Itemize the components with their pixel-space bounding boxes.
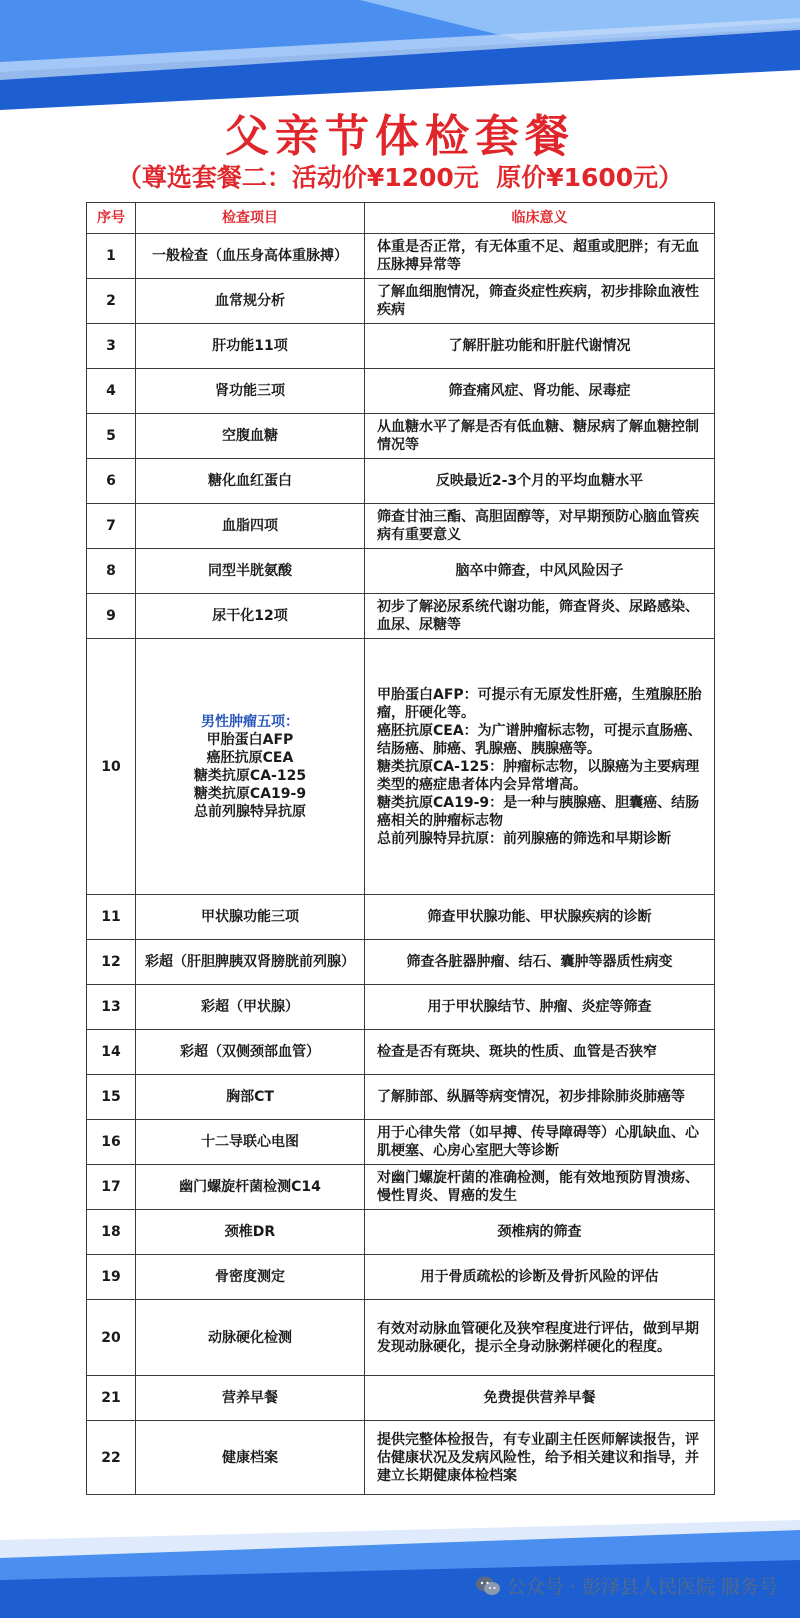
header-number: 序号 [87, 203, 136, 234]
row-meaning: 初步了解泌尿系统代谢功能，筛查肾炎、尿路感染、血尿、尿糖等 [365, 594, 715, 639]
row-number: 15 [87, 1075, 136, 1120]
row-meaning: 从血糖水平了解是否有低血糖、糖尿病了解血糖控制情况等 [365, 414, 715, 459]
row-meaning: 体重是否正常，有无体重不足、超重或肥胖；有无血压脉搏异常等 [365, 234, 715, 279]
table-row [87, 1120, 715, 1165]
row-meaning: 筛查痛风症、肾功能、尿毒症 [365, 369, 715, 414]
header-item: 检查项目 [136, 203, 365, 234]
row-meaning: 提供完整体检报告，有专业副主任医师解读报告，评估健康状况及发病风险性，给予相关建议和指导，并建立长期健康体检档案 [365, 1421, 715, 1495]
row-item: 血常规分析 [136, 279, 365, 324]
table-row [87, 549, 715, 594]
tumor-meaning-line: 总前列腺特异抗原：前列腺癌的筛选和早期诊断 [377, 830, 671, 847]
table-row [87, 234, 715, 279]
tumor-marker: 癌胚抗原CEA [206, 749, 294, 766]
footer-text: 公众号 · 彭泽县人民医院 服务号 [506, 1576, 778, 1598]
table-row [87, 1376, 715, 1421]
row-meaning: 反映最近2-3个月的平均血糖水平 [365, 459, 715, 504]
row-meaning: 用于心律失常（如早搏、传导障碍等）心肌缺血、心肌梗塞、心房心室肥大等诊断 [365, 1120, 715, 1165]
table-row [87, 504, 715, 549]
row-item [136, 639, 365, 895]
exam-table [86, 202, 715, 1495]
row-meaning: 用于甲状腺结节、肿瘤、炎症等筛查 [365, 985, 715, 1030]
row-number: 10 [87, 639, 136, 895]
table-row [87, 459, 715, 504]
table-row [87, 1030, 715, 1075]
table-row [87, 895, 715, 940]
row-item: 尿干化12项 [136, 594, 365, 639]
row-number: 5 [87, 414, 136, 459]
row-number: 3 [87, 324, 136, 369]
row-number: 11 [87, 895, 136, 940]
row-item: 血脂四项 [136, 504, 365, 549]
row-item: 彩超（甲状腺） [136, 985, 365, 1030]
wechat-icon [475, 1575, 501, 1597]
row-number: 17 [87, 1165, 136, 1210]
row-item: 空腹血糖 [136, 414, 365, 459]
row-meaning [365, 639, 715, 895]
bottom-decoration [0, 1520, 800, 1618]
row-meaning: 筛查甲状腺功能、甲状腺疾病的诊断 [365, 895, 715, 940]
table-row [87, 369, 715, 414]
row-item: 健康档案 [136, 1421, 365, 1495]
table-row [87, 279, 715, 324]
row-item: 彩超（双侧颈部血管） [136, 1030, 365, 1075]
tumor-meaning-line: 癌胚抗原CEA：为广谱肿瘤标志物，可提示直肠癌、结肠癌、肺癌、乳腺癌、胰腺癌等。 [377, 722, 702, 757]
row-meaning: 检查是否有斑块、斑块的性质、血管是否狭窄 [365, 1030, 715, 1075]
row-meaning: 颈椎病的筛查 [365, 1210, 715, 1255]
row-item: 胸部CT [136, 1075, 365, 1120]
row-number: 4 [87, 369, 136, 414]
row-meaning: 脑卒中筛查，中风风险因子 [365, 549, 715, 594]
row-item: 营养早餐 [136, 1376, 365, 1421]
row-meaning: 了解血细胞情况，筛查炎症性疾病，初步排除血液性疾病 [365, 279, 715, 324]
table-row [87, 940, 715, 985]
price-subtitle: （尊选套餐二：活动价¥1200元 原价¥1600元） [116, 163, 684, 192]
row-item: 骨密度测定 [136, 1255, 365, 1300]
page-title: 父亲节体检套餐 [225, 111, 575, 162]
table-row-tumor-panel [87, 639, 715, 895]
table-row [87, 594, 715, 639]
row-item: 动脉硬化检测 [136, 1300, 365, 1376]
row-item: 同型半胱氨酸 [136, 549, 365, 594]
row-meaning: 了解肝脏功能和肝脏代谢情况 [365, 324, 715, 369]
table-row [87, 1255, 715, 1300]
row-item: 颈椎DR [136, 1210, 365, 1255]
row-item: 肾功能三项 [136, 369, 365, 414]
row-number: 2 [87, 279, 136, 324]
row-number: 21 [87, 1376, 136, 1421]
row-number: 9 [87, 594, 136, 639]
tumor-meaning-line: 甲胎蛋白AFP：可提示有无原发性肝癌，生殖腺胚胎瘤，肝硬化等。 [377, 686, 702, 721]
table-row [87, 985, 715, 1030]
row-meaning: 筛查各脏器肿瘤、结石、囊肿等器质性病变 [365, 940, 715, 985]
row-meaning: 用于骨质疏松的诊断及骨折风险的评估 [365, 1255, 715, 1300]
tumor-panel-heading: 男性肿瘤五项： [201, 713, 299, 730]
row-number: 19 [87, 1255, 136, 1300]
top-decoration [0, 0, 800, 110]
row-item: 肝功能11项 [136, 324, 365, 369]
table-header-row [87, 203, 715, 234]
row-number: 20 [87, 1300, 136, 1376]
row-meaning: 了解肺部、纵膈等病变情况，初步排除肺炎肺癌等 [365, 1075, 715, 1120]
row-meaning: 对幽门螺旋杆菌的准确检测，能有效地预防胃溃疡、慢性胃炎、胃癌的发生 [365, 1165, 715, 1210]
table-row [87, 1165, 715, 1210]
row-number: 16 [87, 1120, 136, 1165]
row-item: 幽门螺旋杆菌检测C14 [136, 1165, 365, 1210]
table-row [87, 1210, 715, 1255]
row-meaning: 有效对动脉血管硬化及狭窄程度进行评估，做到早期发现动脉硬化，提示全身动脉粥样硬化的程度。 [365, 1300, 715, 1376]
table-row [87, 324, 715, 369]
tumor-marker: 糖类抗原CA-125 [193, 767, 307, 784]
row-meaning: 筛查甘油三酯、高胆固醇等，对早期预防心脑血管疾病有重要意义 [365, 504, 715, 549]
row-number: 1 [87, 234, 136, 279]
row-number: 12 [87, 940, 136, 985]
tumor-marker: 甲胎蛋白AFP [206, 731, 294, 748]
row-item: 甲状腺功能三项 [136, 895, 365, 940]
row-meaning: 免费提供营养早餐 [365, 1376, 715, 1421]
footer-account [475, 1572, 778, 1599]
row-number: 6 [87, 459, 136, 504]
table-row [87, 1300, 715, 1376]
tumor-marker: 总前列腺特异抗原 [194, 803, 306, 820]
table-row [87, 1075, 715, 1120]
row-number: 7 [87, 504, 136, 549]
row-number: 13 [87, 985, 136, 1030]
table-row [87, 414, 715, 459]
row-number: 8 [87, 549, 136, 594]
table-row [87, 1421, 715, 1495]
row-item: 一般检查（血压身高体重脉搏） [136, 234, 365, 279]
tumor-marker: 糖类抗原CA19-9 [193, 785, 307, 802]
row-number: 14 [87, 1030, 136, 1075]
tumor-meaning-line: 糖类抗原CA19-9：是一种与胰腺癌、胆囊癌、结肠癌相关的肿瘤标志物 [377, 794, 700, 829]
header-meaning: 临床意义 [365, 203, 715, 234]
row-item: 十二导联心电图 [136, 1120, 365, 1165]
row-item: 彩超（肝胆脾胰双肾膀胱前列腺） [136, 940, 365, 985]
row-number: 22 [87, 1421, 136, 1495]
row-number: 18 [87, 1210, 136, 1255]
tumor-meaning-line: 糖类抗原CA-125：肿瘤标志物，以腺癌为主要病理类型的癌症患者体内会异常增高。 [377, 758, 700, 793]
row-item: 糖化血红蛋白 [136, 459, 365, 504]
